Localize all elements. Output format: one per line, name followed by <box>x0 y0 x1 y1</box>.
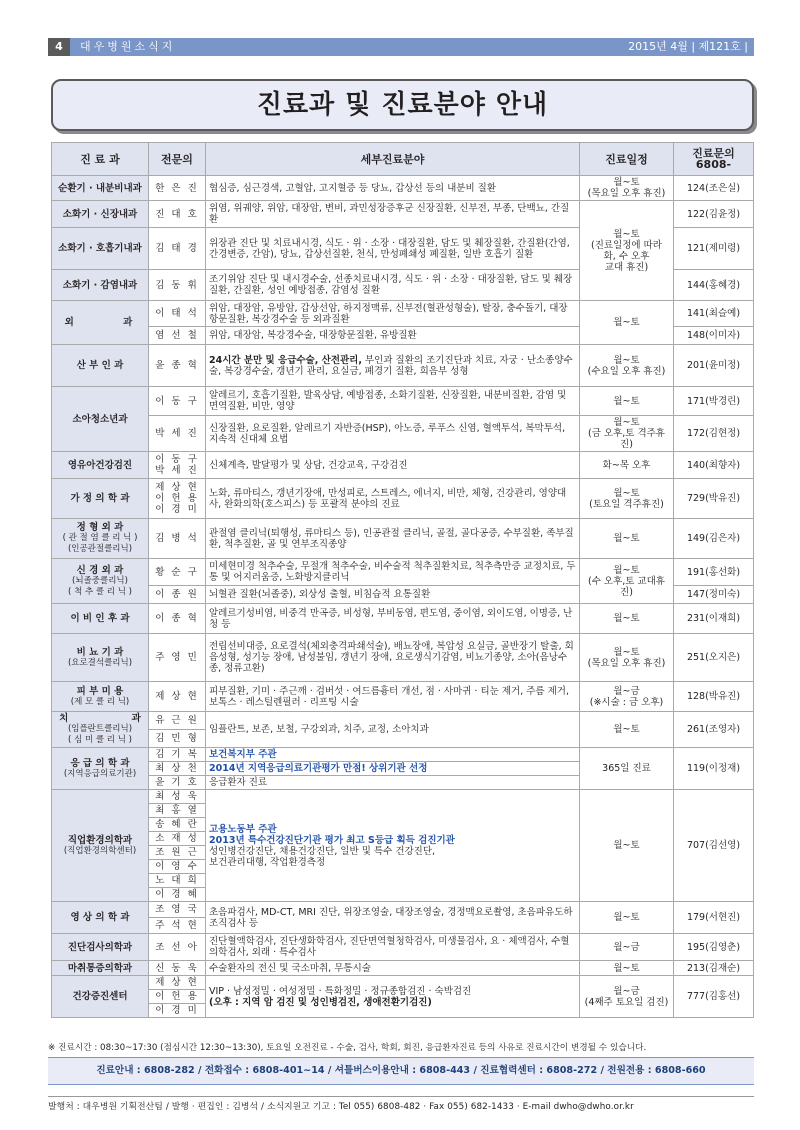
table-row <box>52 345 754 387</box>
field-cell: 위암, 대장암, 유방암, 갑상선암, 하지정맥류, 신부전(혈관성형술), 탈장, 충수돌기, 대장항문질환, 복강경수술 등 외과질환 <box>206 301 580 327</box>
doctor-cell: 조 영 국 <box>149 902 206 918</box>
col-header-doctor: 전문의 <box>149 143 206 176</box>
page-header <box>48 38 754 56</box>
field-cell: 2014년 지역응급의료기관평가 만점! 상위기관 선정 <box>206 762 580 776</box>
dept-sub: (직업환경의학센터) <box>63 845 137 856</box>
tel-cell: 121(제미령) <box>674 228 754 270</box>
doctor-cell: 송 혜 란 <box>149 818 206 832</box>
dept-sub: (요로결석클리닉) <box>67 657 133 668</box>
field-cell: 피부질환, 기미 · 주근깨 · 검버섯 · 여드름흉터 개선, 점 · 사마귀 · 티눈 제거, 주름 제거, 보톡스 · 레스틸렌필러 · 리프팅 시술 <box>206 682 580 712</box>
dept-name: 신 경 외 과 <box>76 564 124 576</box>
table-row <box>52 387 754 416</box>
schedule-l4: 교대 휴진) <box>604 261 649 273</box>
dept-cell: 진단검사의학과 <box>52 934 149 961</box>
schedule-cell <box>580 479 674 519</box>
doctor-name: 이 헌 용 <box>155 493 199 504</box>
doctor-cell: 이 동 구 <box>149 387 206 416</box>
field-line: 2013년 특수건강진단기관 평가 최고 S등급 획득 검진기관 <box>209 834 455 846</box>
tel-cell: 195(김영춘) <box>674 934 754 961</box>
page-number: 4 <box>48 38 70 56</box>
field-line: (오후 : 지역 암 검진 및 성인병검진, 생애전환기검진) <box>209 996 432 1008</box>
schedule-cell: 월~토 <box>580 790 674 902</box>
schedule-l1: 월~토 <box>613 487 640 499</box>
dept-sub: ( 관 절 염 클 리 닉 ) <box>62 533 138 543</box>
doctor-name: 이 경 미 <box>155 504 199 515</box>
field-text: 부인과 질환의 조기진단과 치료, 자궁 · 난소종양수술, 복강경수술, 갱년기 관리, 요실금, 폐경기 질환, 희음부 성형 <box>209 354 573 377</box>
tel-cell: 147(정미숙) <box>674 586 754 604</box>
field-cell: 초음파검사, MD-CT, MRI 진단, 위장조영술, 대장조영술, 경정맥요로촬영, 초음파유도하 조직검사 등 <box>206 902 580 934</box>
table-row <box>52 634 754 682</box>
col-header-dept: 진 료 과 <box>52 143 149 176</box>
tel-cell: 231(이재희) <box>674 604 754 634</box>
tel-cell: 128(박유진) <box>674 682 754 712</box>
doctor-cell: 이 종 원 <box>149 586 206 604</box>
field-cell: 보건복지부 주관 <box>206 748 580 762</box>
field-cell: 진단혈액학검사, 진단생화학검사, 진단면역혈청학검사, 미생물검사, 요 · 체액검사, 수혈의학검사, 외래 · 특수검사 <box>206 934 580 961</box>
dept-cell: 가 정 의 학 과 <box>52 479 149 519</box>
schedule-cell <box>580 176 674 201</box>
schedule-cell: 월~토 <box>580 301 674 345</box>
field-cell: 관절염 클리닉(퇴행성, 류마티스 등), 인공관절 클리닉, 골절, 골다공증, 수부질환, 족부질환, 척추질환, 골 및 연부조직종양 <box>206 519 580 559</box>
doctor-cell: 최 성 욱 <box>149 790 206 804</box>
table-row <box>52 961 754 976</box>
field-cell <box>206 345 580 387</box>
tel-cell: 144(홍혜경) <box>674 270 754 301</box>
doctor-cell: 박 세 진 <box>149 416 206 452</box>
tel-cell: 729(박유진) <box>674 479 754 519</box>
field-cell: 응급환자 진료 <box>206 776 580 790</box>
schedule-cell <box>580 201 674 301</box>
schedule-l2: (4째주 토요일 검진) <box>584 996 669 1008</box>
doctor-cell: 이 헌 용 <box>149 990 206 1004</box>
doctor-name: 박 세 진 <box>155 465 199 476</box>
tel-cell: 179(서현진) <box>674 902 754 934</box>
field-line: 고용노동부 주관 <box>209 823 277 835</box>
tel-cell: 119(이정재) <box>674 748 754 790</box>
schedule-cell <box>580 976 674 1018</box>
doctor-cell: 이 영 수 <box>149 860 206 874</box>
table-header-row <box>52 143 754 176</box>
dept-sub: (지역응급의료기관) <box>63 768 137 779</box>
table-row <box>52 559 754 586</box>
schedule-l1: 월~토 <box>613 646 640 658</box>
table-row <box>52 201 754 228</box>
tel-cell: 171(박경린) <box>674 387 754 416</box>
dept-name: 정 형 외 과 <box>76 522 124 533</box>
schedule-l2: (수 오후,토 교대휴진) <box>587 575 665 598</box>
dept-name: 응 급 의 학 과 <box>70 757 130 769</box>
schedule-l1: 월~금 <box>613 985 640 997</box>
newsletter-name: 대우병원소식지 <box>80 40 176 53</box>
table-row <box>52 176 754 201</box>
doctor-cell: 윤 종 혁 <box>149 345 206 387</box>
tel-cell: 191(홍선화) <box>674 559 754 586</box>
dept-cell <box>52 634 149 682</box>
tel-cell: 124(조은실) <box>674 176 754 201</box>
field-cell: 임플란트, 보존, 보철, 구강외과, 치주, 교정, 소아치과 <box>206 712 580 748</box>
schedule-cell: 월~토 <box>580 902 674 934</box>
dept-sub: (인공관절클리닉) <box>67 544 133 554</box>
doctor-cell: 황 순 구 <box>149 559 206 586</box>
doctor-cell: 최 홍 열 <box>149 804 206 818</box>
field-cell: 위장관 진단 및 치료내시경, 식도 · 위 · 소장 · 대장질환, 담도 및 췌장질환, 간질환(간염, 간경변증, 간암), 당뇨, 갑상선질환, 천식, 만성폐쇄성 폐질환, 일반 호흡기 질환 <box>206 228 580 270</box>
table-row <box>52 519 754 559</box>
dept-cell: 소화기 · 감염내과 <box>52 270 149 301</box>
dept-cell <box>52 748 149 790</box>
field-cell: 전립선비대증, 요로결석(체외충격파쇄석술), 배뇨장애, 복압성 요실금, 골반장기 탈출, 회음성형, 성기능 장애, 남성불임, 갱년기 장애, 요로생식기감염, 비뇨기종양, 소아(음낭수종, 정류고환) <box>206 634 580 682</box>
doctor-cell: 한 은 진 <box>149 176 206 201</box>
col-header-schedule: 진료일정 <box>580 143 674 176</box>
dept-sub: ( 척 추 클 리 닉 ) <box>68 586 132 597</box>
doctor-cell: 김 태 경 <box>149 228 206 270</box>
table-row <box>52 604 754 634</box>
dept-cell: 건강증진센터 <box>52 976 149 1018</box>
schedule-cell: 월~토 <box>580 604 674 634</box>
dept-sub: (제 모 클 리 닉) <box>70 696 130 707</box>
dept-cell <box>52 712 149 748</box>
doctor-cell: 윤 기 호 <box>149 776 206 790</box>
doctor-cell: 김 기 복 <box>149 748 206 762</box>
dept-cell: 영유아건강검진 <box>52 452 149 479</box>
schedule-l2: (금 오후,토 격주휴진) <box>587 428 665 450</box>
doctor-name: 이 동 구 <box>155 454 199 465</box>
table-row <box>52 452 754 479</box>
page-title: 진료과 및 진료분야 안내 <box>256 90 549 120</box>
doctor-cell: 최 상 천 <box>149 762 206 776</box>
dept-cell: 산 부 인 과 <box>52 345 149 387</box>
field-cell: 신체계측, 발달평가 및 상담, 건강교육, 구강검진 <box>206 452 580 479</box>
schedule-l2: (목요일 오후 휴진) <box>587 188 666 199</box>
field-cell: 알레르기성비염, 비중격 만곡증, 비성형, 부비동염, 편도염, 중이염, 외이도염, 이명증, 난청 등 <box>206 604 580 634</box>
hours-note: ※ 진료시간 : 08:30~17:30 (점심시간 12:30~13:30), 토요일 오전진료 - 수술, 검사, 학회, 회진, 응급환자진료 등의 사유로 진료시간이 변경될 수 있습니다. <box>48 1043 647 1053</box>
doctor-cell: 유 근 원 <box>149 712 206 730</box>
tel-cell: 251(오지은) <box>674 634 754 682</box>
dept-cell: 마취통증의학과 <box>52 961 149 976</box>
dept-cell: 소아청소년과 <box>52 387 149 452</box>
field-cell: 신장질환, 요로질환, 알레르기 자반증(HSP), 아노증, 루푸스 신염, 혈액투석, 복막투석, 지속적 신대체 요법 <box>206 416 580 452</box>
contact-bar: 진료안내 : 6808-282 / 전화접수 : 6808-401~14 / 셔틀버스이용안내 : 6808-443 / 진료협력센터 : 6808-272 / 전원전용 : 6808-660 <box>48 1057 754 1085</box>
doctor-cell: 조 선 아 <box>149 934 206 961</box>
schedule-cell: 월~토 <box>580 961 674 976</box>
schedule-cell: 365일 진료 <box>580 748 674 790</box>
schedule-cell <box>580 345 674 387</box>
schedule-cell: 월~금 <box>580 934 674 961</box>
schedule-cell <box>580 682 674 712</box>
dept-cell <box>52 559 149 604</box>
dept-sub: (뇌졸중클리닉) <box>72 575 128 586</box>
doctor-cell <box>149 452 206 479</box>
col-header-tel-l1: 진료문의 <box>692 147 735 160</box>
field-cell: 노화, 류마티스, 갱년기장애, 만성피로, 스트레스, 에너지, 비만, 체형, 건강관리, 영양대사, 완화의학(호스피스) 등 포괄적 분야의 진료 <box>206 479 580 519</box>
page-title-box <box>51 79 754 131</box>
field-cell: 수술환자의 전신 및 국소마취, 무통시술 <box>206 961 580 976</box>
field-cell: 알레르기, 호흡기질환, 발육상담, 예방접종, 소화기질환, 신장질환, 내분비질환, 감염 및 면역질환, 비만, 영양 <box>206 387 580 416</box>
department-table <box>51 142 754 1018</box>
doctor-cell: 염 선 철 <box>149 327 206 345</box>
dept-sub: (임플란트클리닉) <box>67 724 133 734</box>
publisher-footer: 발행처 : 대우병원 기획전산팀 / 발행 · 편집인 : 김병석 / 소식지원고 기고 : Tel 055) 6808-482 · Fax 055) 682-1433 · E-mail dwho@dwho.or.kr <box>48 1096 754 1112</box>
doctor-cell: 이 경 미 <box>149 1004 206 1018</box>
field-cell <box>206 790 580 902</box>
doctor-cell <box>149 479 206 519</box>
tel-cell: 148(이미자) <box>674 327 754 345</box>
field-cell: 위암, 대장암, 복강경수술, 대장항문질환, 유방질환 <box>206 327 580 345</box>
field-line: 성인병건강진단, 채용건강진단, 일반 및 특수 건강진단, <box>209 845 436 857</box>
schedule-l2: (진료일정에 따라 <box>591 239 662 251</box>
schedule-cell <box>580 559 674 604</box>
doctor-cell: 이 태 석 <box>149 301 206 327</box>
field-line: 보건관리대행, 작업환경측정 <box>209 856 326 868</box>
col-header-tel <box>674 143 754 176</box>
col-header-tel-l2: 6808- <box>695 158 732 171</box>
field-cell: 위염, 위궤양, 위암, 대장암, 변비, 과민성장증후군 신장질환, 신부전, 부종, 단백뇨, 간질환 <box>206 201 580 228</box>
schedule-l3: 화, 수 오후 <box>603 250 650 262</box>
tel-cell: 141(최슬예) <box>674 301 754 327</box>
doctor-name: 제 상 현 <box>155 482 199 493</box>
field-cell <box>206 976 580 1018</box>
field-cell: 조기위암 진단 및 내시경수술, 선종치료내시경, 식도 · 위 · 소장 · 대장질환, 담도 및 췌장질환, 간질환, 성인 예방접종, 감염성 질환 <box>206 270 580 301</box>
doctor-cell: 김 동 휘 <box>149 270 206 301</box>
table-row <box>52 748 754 762</box>
schedule-cell: 월~토 <box>580 387 674 416</box>
schedule-cell <box>580 416 674 452</box>
schedule-l2: (목요일 오후 휴진) <box>587 657 666 669</box>
tel-cell: 172(김현정) <box>674 416 754 452</box>
doctor-cell: 진 대 호 <box>149 201 206 228</box>
schedule-cell <box>580 634 674 682</box>
doctor-cell: 제 상 현 <box>149 976 206 990</box>
field-cell: 미세현미경 척추수술, 무절개 척추수술, 비수술적 척추질환치료, 척추측만증 교정치료, 두통 및 어지러움증, 노화방지클리닉 <box>206 559 580 586</box>
col-header-field: 세부진료분야 <box>206 143 580 176</box>
tel-cell: 213(김재순) <box>674 961 754 976</box>
schedule-l1: 월~토 <box>613 417 640 428</box>
table-row <box>52 479 754 519</box>
dept-cell <box>52 790 149 902</box>
tel-cell: 777(김홍선) <box>674 976 754 1018</box>
table-row <box>52 976 754 990</box>
dept-name: 비 뇨 기 과 <box>76 646 124 658</box>
doctor-cell: 노 대 희 <box>149 874 206 888</box>
dept-name: 직업환경의학과 <box>67 834 133 846</box>
table-row <box>52 712 754 730</box>
table-row <box>52 934 754 961</box>
schedule-l1: 월~금 <box>613 685 640 697</box>
schedule-l1: 월~토 <box>613 564 640 576</box>
schedule-l2: (토요일 격주휴진) <box>589 498 664 510</box>
doctor-cell: 신 동 욱 <box>149 961 206 976</box>
dept-name: 치 과 <box>59 713 141 724</box>
doctor-cell: 소 재 성 <box>149 832 206 846</box>
issue-date: 2015년 4월 | 제121호 | <box>628 40 748 53</box>
table-row <box>52 790 754 804</box>
dept-cell: 외 과 <box>52 301 149 345</box>
schedule-l1: 월~토 <box>613 228 640 240</box>
dept-name: 피 부 미 용 <box>76 685 124 697</box>
dept-cell <box>52 682 149 712</box>
doctor-cell: 주 영 민 <box>149 634 206 682</box>
schedule-l1: 월~토 <box>613 177 640 188</box>
dept-cell: 이 비 인 후 과 <box>52 604 149 634</box>
dept-cell: 영 상 의 학 과 <box>52 902 149 934</box>
schedule-l1: 월~토 <box>613 354 640 366</box>
tel-cell: 140(최향자) <box>674 452 754 479</box>
schedule-cell: 월~토 <box>580 519 674 559</box>
tel-cell: 707(김선영) <box>674 790 754 902</box>
dept-cell: 소화기 · 신장내과 <box>52 201 149 228</box>
schedule-l2: (수요일 오후 휴진) <box>587 365 666 377</box>
schedule-cell: 월~토 <box>580 712 674 748</box>
table-row <box>52 682 754 712</box>
schedule-cell: 화~목 오후 <box>580 452 674 479</box>
table-row <box>52 416 754 452</box>
table-row <box>52 301 754 327</box>
tel-cell: 201(윤미정) <box>674 345 754 387</box>
field-highlight: 24시간 분만 및 응급수술, 산전관리, <box>209 354 362 366</box>
doctor-cell: 이 종 혁 <box>149 604 206 634</box>
tel-cell: 261(조영자) <box>674 712 754 748</box>
schedule-l2: (※시술 : 금 오후) <box>589 696 664 708</box>
dept-sub: ( 심 미 클 리 닉 ) <box>68 735 132 745</box>
doctor-cell: 주 석 현 <box>149 918 206 934</box>
field-cell: 협심증, 심근경색, 고혈압, 고지혈증 등 당뇨, 갑상선 등의 내분비 질환 <box>206 176 580 201</box>
tel-cell: 122(김윤정) <box>674 201 754 228</box>
field-cell: 뇌혈관 질환(뇌졸중), 외상성 출혈, 비침습적 요통질환 <box>206 586 580 604</box>
field-line: VIP · 남성정밀 · 여성정밀 · 특화정밀 · 정규종합검진 · 숙박검진 <box>209 985 472 997</box>
dept-cell <box>52 519 149 559</box>
dept-cell: 순환기 · 내분비내과 <box>52 176 149 201</box>
doctor-cell: 제 상 현 <box>149 682 206 712</box>
doctor-cell: 조 원 근 <box>149 846 206 860</box>
dept-cell: 소화기 · 호흡기내과 <box>52 228 149 270</box>
tel-cell: 149(김은자) <box>674 519 754 559</box>
doctor-cell: 김 민 형 <box>149 730 206 748</box>
doctor-cell: 김 병 석 <box>149 519 206 559</box>
table-row <box>52 902 754 918</box>
doctor-cell: 이 경 혜 <box>149 888 206 902</box>
